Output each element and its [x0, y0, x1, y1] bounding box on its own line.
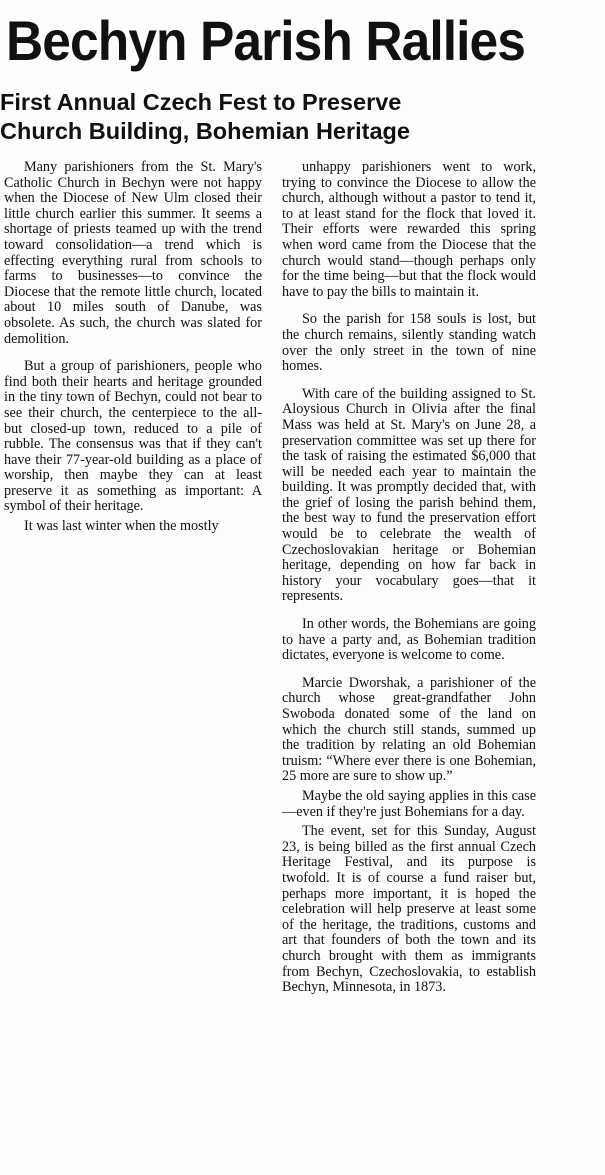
subheadline: [0, 88, 605, 146]
column-divider: [270, 164, 271, 1164]
paragraph: unhappy parishioners went to work, trying to convince the Diocese to allow the church, although without a pastor to tend it, to at least stand for the flock that loved it. Their efforts were rewarded this spring when word came from the Diocese that the church would stand—though perhaps only for the time being—but that the flock would have to pay the bills to maintain it.: [282, 159, 536, 300]
paragraph: With care of the building assigned to St. Aloysious Church in Olivia after the final Mass was held at St. Mary's on June 28, a preservation committee was set up there for the task of raising the estimated $6,000 that will be needed each year to maintain the building. It was promptly decided that, with the grief of losing the parish behind them, the best way to fund the preservation effort would be to celebrate the wealth of Czechoslovakian heritage or Bohemian heritage, depending on how far back in history your vocabulary goes—that it represents.: [282, 385, 536, 605]
paragraph: Many parishioners from the St. Mary's Catholic Church in Bechyn were not happy when the Diocese of New Ulm closed their little church earlier this summer. It seems a shortage of priests teamed up with the trend toward consolidation—a trend which is effecting everything rural from schools to farms to businesses—to convince the Diocese that the remote little church, located about 10 miles south of Danube, was obsolete. As such, the church was slated for demolition.: [4, 159, 262, 347]
paragraph: Maybe the old saying applies in this case—even if they're just Bohemians for a day.: [282, 787, 536, 820]
paragraph: So the parish for 158 souls is lost, but the church remains, silently standing watch over the only street in the town of nine homes.: [282, 311, 536, 375]
paragraph: In other words, the Bohemians are going to have a party and, as Bohemian tradition dictates, everyone is welcome to come.: [282, 616, 536, 664]
headline: Bechyn Parish Rallies: [6, 9, 526, 72]
subheadline-line-1: First Annual Czech Fest to Preserve: [0, 89, 402, 115]
paragraph: The event, set for this Sunday, August 23, is being billed as the first annual Czech Heritage Festival, and its purpose is twofold. It is of course a fund raiser but, perhaps more important, it is hoped the celebration will help preserve at least some of the heritage, the traditions, customs and art that founders of both the town and its church brought with them as immigrants from Bechyn, Czechoslovakia, to establish Bechyn, Minnesota, in 1873.: [282, 823, 536, 996]
paragraph: But a group of parishioners, people who find both their hearts and heritage grounded in the tiny town of Bechyn, could not bear to see their church, the centerpiece to the all-but closed-up town, reduced to a pile of rubble. The consensus was that if they can't have their 77-year-old building as a place of worship, then maybe they can at least preserve it as something as important: A symbol of their heritage.: [4, 358, 262, 515]
right-column: [282, 160, 536, 1008]
subheadline-line-2: Church Building, Bohemian Heritage: [0, 118, 410, 144]
paragraph: Marcie Dworshak, a parishioner of the church whose great-grandfather John Swoboda donated some of the land on which the church still stands, summed up the tradition by relating an old Bohemian truism: “Where ever there is one Bohemian, 25 more are sure to show up.”: [282, 674, 536, 785]
left-column: [4, 160, 262, 547]
paragraph: It was last winter when the mostly: [24, 518, 219, 535]
